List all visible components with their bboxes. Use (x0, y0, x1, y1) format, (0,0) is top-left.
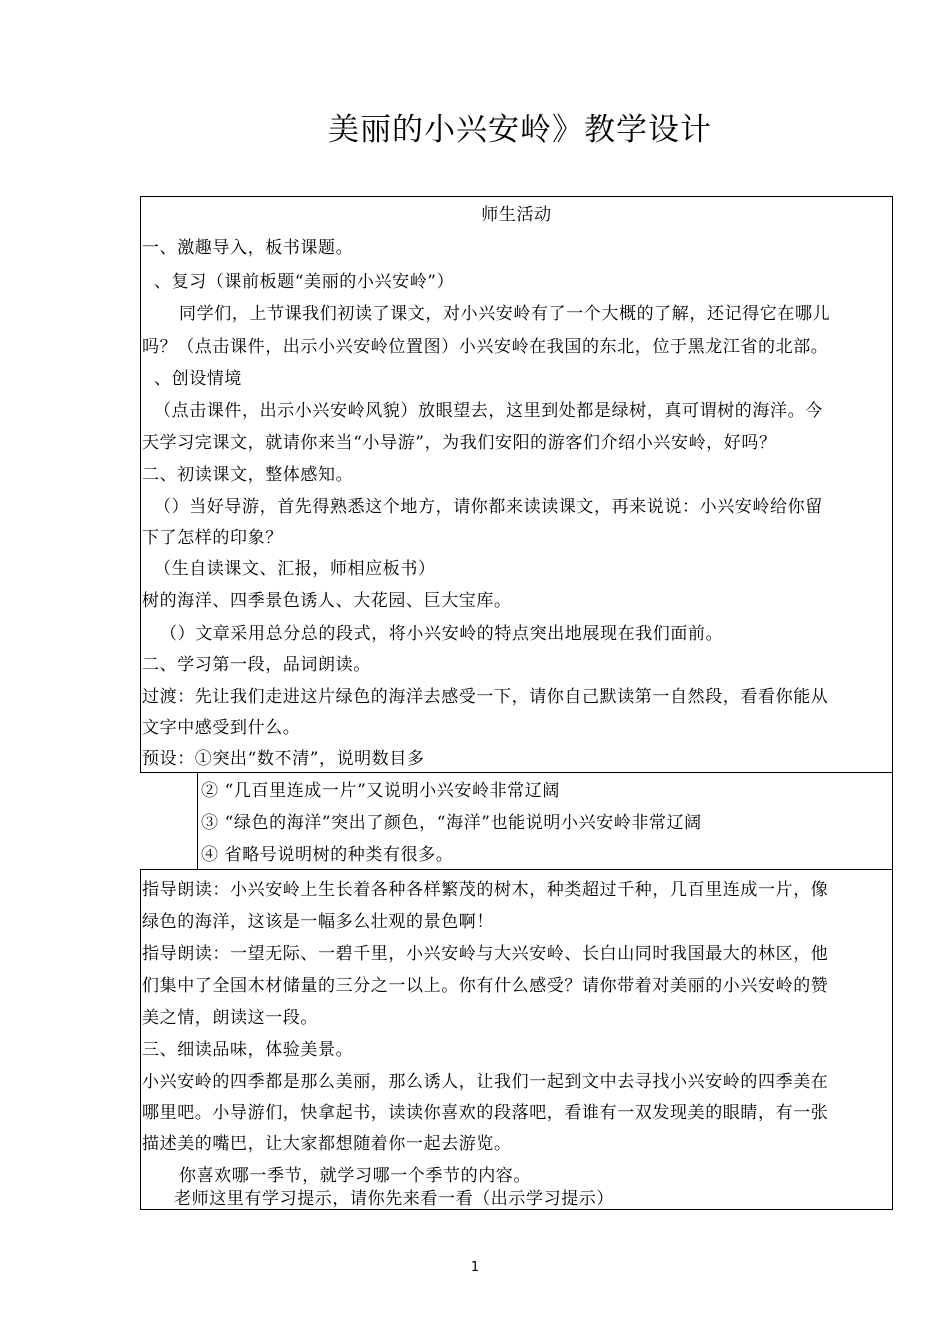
text-line: 过渡：先让我们走进这片绿色的海洋去感受一下，请你自己默读第一自然段，看看你能从 (142, 687, 829, 707)
text-line: 你喜欢哪一季节，就学习哪一个季节的内容。 (179, 1166, 531, 1186)
activity-table-section-1 (140, 196, 893, 773)
text-line: 吗？（点击课件，出示小兴安岭位置图）小兴安岭在我国的东北，位于黑龙江省的北部。 (142, 337, 829, 357)
text-line: 同学们，上节课我们初读了课文，对小兴安岭有了一个大概的了解，还记得它在哪儿 (179, 304, 831, 324)
text-line: 下了怎样的印象？ (142, 528, 283, 548)
text-line: （）文章采用总分总的段式，将小兴安岭的特点突出地展现在我们面前。 (160, 624, 724, 644)
text-line: 树的海洋、四季景色诱人、大花园、巨大宝库。 (142, 591, 512, 611)
text-line: 天学习完课文，就请你来当“小导游”，为我们安阳的游客们介绍小兴安岭，好吗？ (142, 433, 777, 453)
text-line: 美之情，朗读这一段。 (142, 1008, 318, 1028)
text-line: 文字中感受到什么。 (142, 718, 301, 738)
text-line: ③ “绿色的海洋”突出了颜色，“海洋”也能说明小兴安岭非常辽阔 (201, 813, 702, 833)
text-line: 描述美的嘴巴，让大家都想随着你一起去游览。 (142, 1134, 512, 1154)
text-line: 哪里吧。小导游们，快拿起书，读读你喜欢的段落吧，看谁有一双发现美的眼睛，有一张 (142, 1103, 829, 1123)
text-line: （）当好导游，首先得熟悉这个地方，请你都来读读课文，再来说说：小兴安岭给你留 (154, 497, 823, 517)
text-line: 、创设情境 (154, 369, 242, 389)
activity-table-section-2 (197, 773, 893, 869)
text-line: 老师这里有学习提示，请你先来看一看（出示学习提示） (174, 1189, 614, 1209)
page-number: 1 (470, 1260, 480, 1275)
table-header: 师生活动 (481, 205, 552, 225)
text-line: 们集中了全国木材储量的三分之一以上。你有什么感受？请你带着对美丽的小兴安岭的赞 (142, 976, 829, 996)
activity-table-section-3 (140, 869, 893, 1210)
text-line: ④ 省略号说明树的种类有很多。 (201, 845, 454, 865)
document-title: 美丽的小兴安岭》教学设计 (328, 112, 712, 148)
text-line: 三、细读品味，体验美景。 (142, 1040, 354, 1060)
text-line: 指导朗读：一望无际、一碧千里，小兴安岭与大兴安岭、长白山同时我国最大的林区，他 (142, 944, 829, 964)
text-line: 二、学习第一段，品词朗读。 (142, 655, 371, 675)
text-line: ② “几百里连成一片”又说明小兴安岭非常辽阔 (201, 781, 560, 801)
text-line: 指导朗读：小兴安岭上生长着各种各样繁茂的树木，种类超过千种，几百里连成一片，像 (142, 880, 829, 900)
text-line: （点击课件，出示小兴安岭风貌）放眼望去，这里到处都是绿树，真可谓树的海洋。今 (154, 401, 823, 421)
text-line: 预设：①突出“数不清”，说明数目多 (142, 749, 425, 769)
text-line: 二、初读课文，整体感知。 (142, 465, 354, 485)
text-line: 小兴安岭的四季都是那么美丽，那么诱人，让我们一起到文中去寻找小兴安岭的四季美在 (142, 1072, 829, 1092)
text-line: 、复习（课前板题“美丽的小兴安岭”） (154, 272, 455, 292)
text-line: （生自读课文、汇报，师相应板书） (154, 559, 436, 579)
text-line: 绿色的海洋，这该是一幅多么壮观的景色啊！ (142, 912, 494, 932)
text-line: 一、激趣导入，板书课题。 (142, 238, 354, 258)
